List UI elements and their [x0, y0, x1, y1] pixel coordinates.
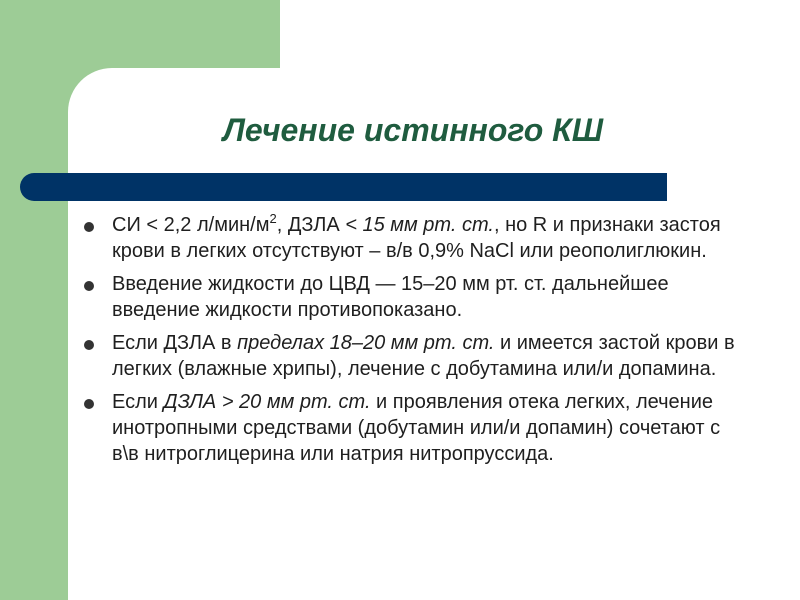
italic-text: ДЗЛА > 20 мм рт. ст.	[163, 391, 371, 413]
bullet-list	[82, 212, 742, 474]
bullet-item	[82, 389, 742, 467]
italic-text: пределах 18–20 мм рт. ст.	[237, 332, 495, 354]
bullet-item	[82, 271, 742, 323]
bullet-text: , но R и признаки застоя крови в легких отсутствуют – в/в 0,9% NaCl или реополиглюкин.	[112, 214, 721, 262]
bullet-dot-icon	[84, 222, 94, 232]
bullet-dot-icon	[84, 281, 94, 291]
superscript: 2	[269, 211, 277, 226]
bullet-text: , ДЗЛА	[276, 214, 346, 236]
bullet-item	[82, 330, 742, 382]
bullet-text: Если ДЗЛА в	[112, 332, 238, 354]
slide-title: Лечение истинного КШ	[222, 112, 604, 148]
bullet-text: и проявления отека легких, лечение инотропными средствами (добутамин или/и допамин) сочетают с в\в нитроглицерина или натрия нитропруссида.	[112, 391, 721, 465]
bullet-item	[82, 212, 742, 264]
bullet-dot-icon	[84, 399, 94, 409]
bullet-text: и имеется застой крови в легких (влажные хрипы), лечение с добутамина или/и допамина.	[112, 332, 735, 380]
bullet-text: СИ < 2,2 л/мин/м	[112, 214, 270, 236]
bullet-text: Введение жидкости до ЦВД — 15–20 мм рт. ст. дальнейшее введение жидкости противопоказано.	[112, 273, 669, 321]
bullet-dot-icon	[84, 340, 94, 350]
bullet-text: Если	[112, 391, 164, 413]
title-underline-bar	[20, 173, 667, 201]
italic-text: < 15 мм рт. ст.	[345, 214, 494, 236]
